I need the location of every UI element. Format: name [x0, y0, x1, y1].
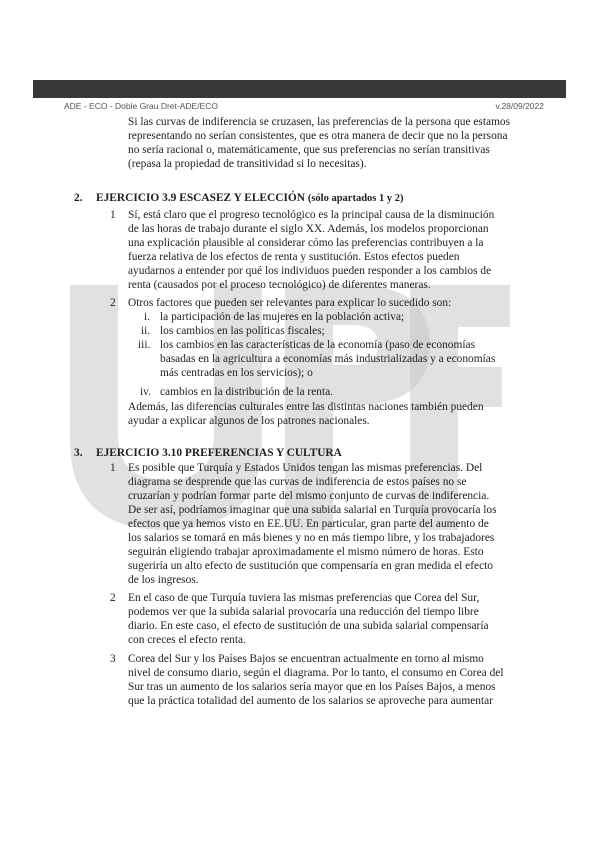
s3-item1-line: De ser así, podríamos imaginar que una subida salarial en Turquía provocaría los [128, 504, 497, 516]
s3-item1-number: 1 [110, 462, 116, 474]
s2-item1-line: renta (causados por el proceso tecnológico) de diferentes maneras. [128, 279, 431, 291]
s3-item2-line: con creces el efecto renta. [128, 634, 246, 646]
s2-item1-line: Sí, está claro que el progreso tecnológico es la principal causa de la disminución [128, 209, 495, 221]
s2-closing-line: ayudar a explicar algunos de los patrones nacionales. [128, 415, 370, 427]
s2-sub-line: los cambios en las características de la economía (paso de economías [160, 339, 476, 351]
s2-sub-mark: iv. [140, 386, 151, 398]
s2-sub-line: la participación de las mujeres en la población activa; [160, 311, 405, 323]
intro-line: representando no serían consistentes, que es otra manera de decir que no la persona [128, 130, 508, 142]
s2-item1-line: fuerza relativa de los efectos de renta y sustitución. Estos efectos pueden [128, 251, 460, 263]
s2-sub-mark: iii. [138, 339, 151, 351]
s3-item3-line: nivel de consumo diario, según el diagrama. Por lo tanto, el consumo en Corea del [128, 667, 504, 679]
s2-sub-line: más centradas en los servicios); o [160, 367, 313, 379]
s3-item2-line: diario. En este caso, el efecto de sustitución de una subida salarial compensaría [128, 620, 489, 632]
s3-item3-line: que la práctica totalidad del aumento de los salarios se aproveche para aumentar [128, 695, 493, 707]
s3-item2-line: podemos ver que la subida salarial provocaría una reducción del tiempo libre [128, 606, 479, 618]
s3-item1-line: de los ingresos. [128, 574, 199, 586]
s2-sub-line: basadas en la agricultura a economías más industrializadas y a economías [160, 353, 496, 365]
s2-sub-line: cambios en la distribución de la renta. [160, 386, 334, 398]
s2-item1-line: una explicación plausible al considerar cómo las preferencias contribuyen a la [128, 237, 484, 249]
intro-line: Si las curvas de indiferencia se cruzasen, las preferencias de la persona que estamos [128, 116, 511, 128]
section-2-title: EJERCICIO 3.9 ESCASEZ Y ELECCIÓN [96, 192, 305, 204]
s2-sub-mark: ii. [141, 325, 151, 337]
header-course: ADE - ECO - Doble Grau Dret-ADE/ECO [64, 101, 218, 111]
s2-sub-line: los cambios en las políticas fiscales; [160, 325, 325, 337]
s3-item2-line: En el caso de que Turquía tuviera las mismas preferencias que Corea del Sur, [128, 592, 480, 604]
header-version: v.28/09/2022 [495, 101, 544, 111]
s2-closing-line: Además, las diferencias culturales entre las distintas naciones también pueden [128, 401, 484, 413]
s3-item1-line: Es posible que Turquía y Estados Unidos tengan las mismas preferencias. Del [128, 462, 483, 474]
section-2-number: 2. [74, 192, 83, 204]
s3-item1-line: sugeriría un alto efecto de sustitución que compensaría en gran medida el efecto [128, 560, 493, 572]
s2-item1-number: 1 [110, 209, 116, 221]
s3-item3-line: Sur tras un aumento de los salarios sería mayor que en los Países Bajos, a menos [128, 681, 496, 693]
s2-item1-line: ayudarnos a entender por qué los individuos pueden responder a los cambios de [128, 265, 492, 277]
section-3-number: 3. [74, 447, 83, 459]
s3-item2-number: 2 [110, 592, 116, 604]
s3-item3-line: Corea del Sur y los Países Bajos se encuentran actualmente en torno al mismo [128, 653, 484, 665]
s3-item1-line: cruzarían y podrían formar parte del mismo conjunto de curvas de indiferencia. [128, 490, 490, 502]
s2-item2-intro: Otros factores que pueden ser relevantes para explicar lo sucedido son: [128, 297, 452, 309]
s3-item1-line: seguirán eligiendo trabajar aproximadamente el mismo número de horas. Esto [128, 546, 484, 558]
section-2-note: (sólo apartados 1 y 2) [307, 193, 404, 204]
s3-item1-line: los salarios se tomará en más bienes y no en más tiempo libre, y los trabajadores [128, 532, 495, 544]
s2-sub-mark: i. [144, 311, 151, 323]
s2-item2-number: 2 [110, 297, 116, 309]
section-2-heading [96, 191, 404, 206]
intro-line: (repasa la propiedad de transitividad si lo necesitas). [128, 158, 367, 170]
s3-item1-line: diagrama se desprende que las curvas de indiferencia de estos países no se [128, 476, 467, 488]
section-3-title: EJERCICIO 3.10 PREFERENCIAS Y CULTURA [96, 447, 342, 459]
s3-item3-number: 3 [110, 653, 116, 665]
s2-item1-line: de las horas de trabajo durante el siglo XX. Además, los modelos proporcionan [128, 223, 489, 235]
intro-line: no sería racional o, matemáticamente, que sus preferencias no serían transitivas [128, 144, 490, 156]
s3-item1-line: efectos que ya hemos visto en EE.UU. En particular, gran parte del aumento de [128, 518, 489, 530]
